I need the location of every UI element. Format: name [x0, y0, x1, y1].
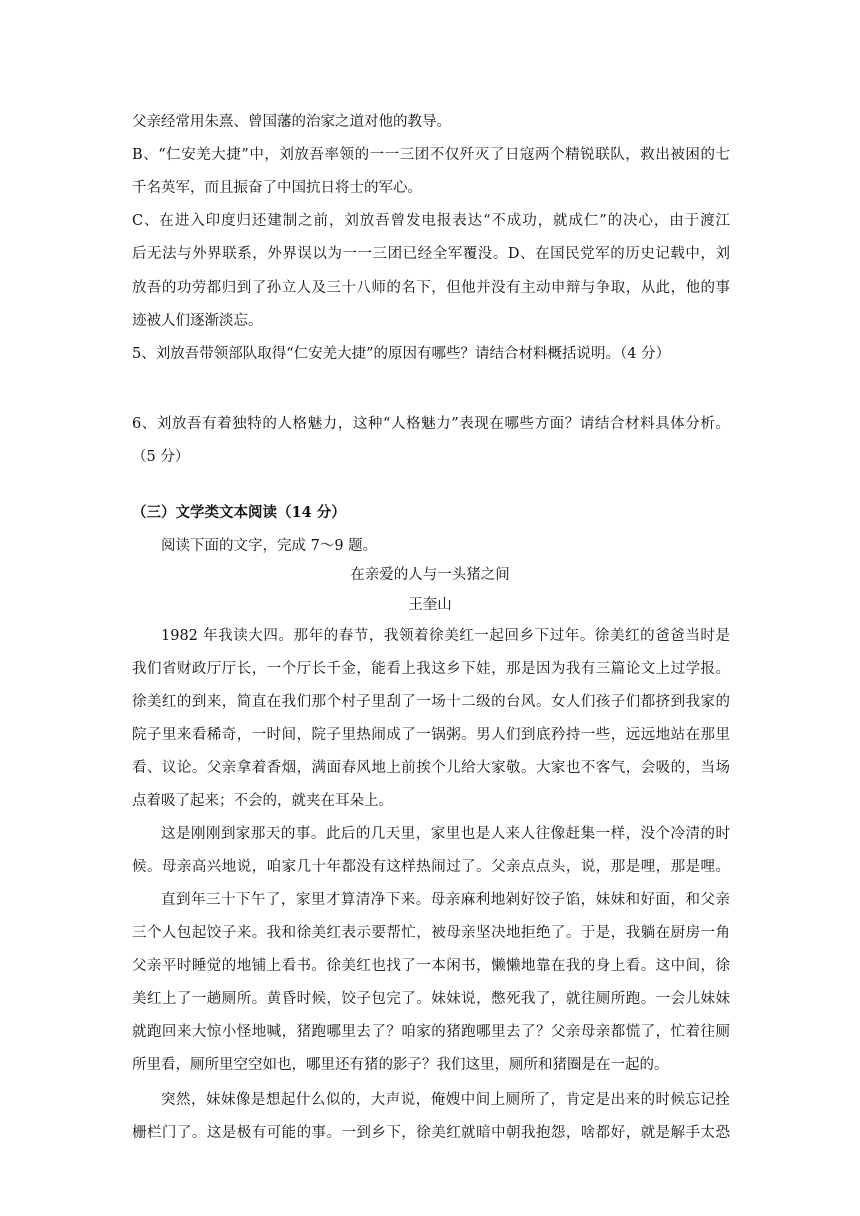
- paragraph-line: 我们省财政厅厅长，一个厅长千金，能看上我这乡下娃，那是因为我有三篇论文上过学报。: [132, 661, 730, 677]
- paragraph-line: 点着吸了起来；不会的，就夹在耳朵上。: [132, 793, 393, 809]
- paragraph-line: 栅栏门了。这是极有可能的事。一到乡下，徐美红就暗中朝我抱怨，啥都好，就是解手太恐: [132, 1125, 730, 1141]
- text-line: 千名英军，而且振奋了中国抗日将士的军心。: [132, 180, 422, 196]
- paragraph-line: 这是刚刚到家那天的事。此后的几天里，家里也是人来人往像赶集一样，没个冷清的时: [161, 826, 730, 842]
- article-author: 王奎山: [408, 597, 452, 613]
- paragraph-line: 美红上了一趟厕所。黄昏时候，饺子包完了。妹妹说，憋死我了，就往厕所跑。一会儿妹妹: [132, 991, 730, 1007]
- question-6: 6、刘放吾有着独特的人格魅力，这种“人格魅力”表现在哪些方面？请结合材料具体分析。: [132, 416, 730, 432]
- paragraph-line: 三个人包起饺子来。我和徐美红表示要帮忙，被母亲坚决地拒绝了。于是，我躺在厨房一角: [132, 925, 730, 941]
- paragraph-line: 所里看，厕所里空空如也，哪里还有猪的影子？我们这里，厕所和猪圈是在一起的。: [132, 1057, 669, 1073]
- question-5: 5、刘放吾带领部队取得“仁安羌大捷”的原因有哪些？请结合材料概括说明。（4 分）: [132, 346, 671, 362]
- instruction: 阅读下面的文字，完成 7～9 题。: [161, 538, 378, 554]
- paragraph-line: 1982 年我读大四。那年的春节，我领着徐美红一起回乡下过年。徐美红的爸爸当时是: [161, 628, 730, 644]
- text-line: 放吾的功劳都归到了孙立人及三十八师的名下，但他并没有主动申辩与争取，从此，他的事: [132, 280, 730, 296]
- text-line: 后无法与外界联系，外界误以为一一三团已经全军覆没。D、在国民党军的历史记载中，刘: [132, 246, 730, 262]
- option-b-line: B、“仁安羌大捷”中，刘放吾率领的一一三团不仅歼灭了日寇两个精锐联队，救出被困的七: [132, 147, 730, 163]
- text-line: 父亲经常用朱熹、曾国藩的治家之道对他的教导。: [132, 114, 451, 130]
- paragraph-line: 徐美红的到来，简直在我们那个村子里刮了一场十二级的台风。女人们孩子们都挤到我家的: [132, 694, 730, 710]
- paragraph-line: 父亲平时睡觉的地铺上看书。徐美红也找了一本闲书，懒懒地靠在我的身上看。这中间，徐: [132, 958, 730, 974]
- option-c-line: C、在进入印度归还建制之前，刘放吾曾发电报表达“不成功，就成仁”的决心，由于渡江: [132, 213, 730, 229]
- paragraph-line: 看、议论。父亲拿着香烟，满面春风地上前挨个儿给大家敬。大家也不客气，会吸的，当场: [132, 760, 730, 776]
- question-6-score: （5 分）: [132, 449, 190, 465]
- paragraph-line: 突然，妹妹像是想起什么似的，大声说，俺嫂中间上厕所了，肯定是出来的时候忘记拴: [161, 1092, 730, 1108]
- paragraph-line: 就跑回来大惊小怪地喊，猪跑哪里去了？咱家的猪跑哪里去了？父亲母亲都慌了，忙着往厕: [132, 1024, 730, 1040]
- paragraph-line: 院子里来看稀奇，一时间，院子里热闹成了一锅粥。男人们到底矜持一些，远远地站在那里: [132, 727, 730, 743]
- section-heading: （三）文学类文本阅读（14 分）: [132, 504, 346, 521]
- text-line: 迹被人们逐渐淡忘。: [132, 313, 263, 329]
- paragraph-line: 直到年三十下午了，家里才算清净下来。母亲麻利地剁好饺子馅，妹妹和好面，和父亲: [161, 892, 730, 908]
- paragraph-line: 候。母亲高兴地说，咱家几十年都没有这样热闹过了。父亲点点头，说，那是哩，那是哩。: [132, 859, 730, 875]
- article-title: 在亲爱的人与一头猪之间: [350, 567, 510, 583]
